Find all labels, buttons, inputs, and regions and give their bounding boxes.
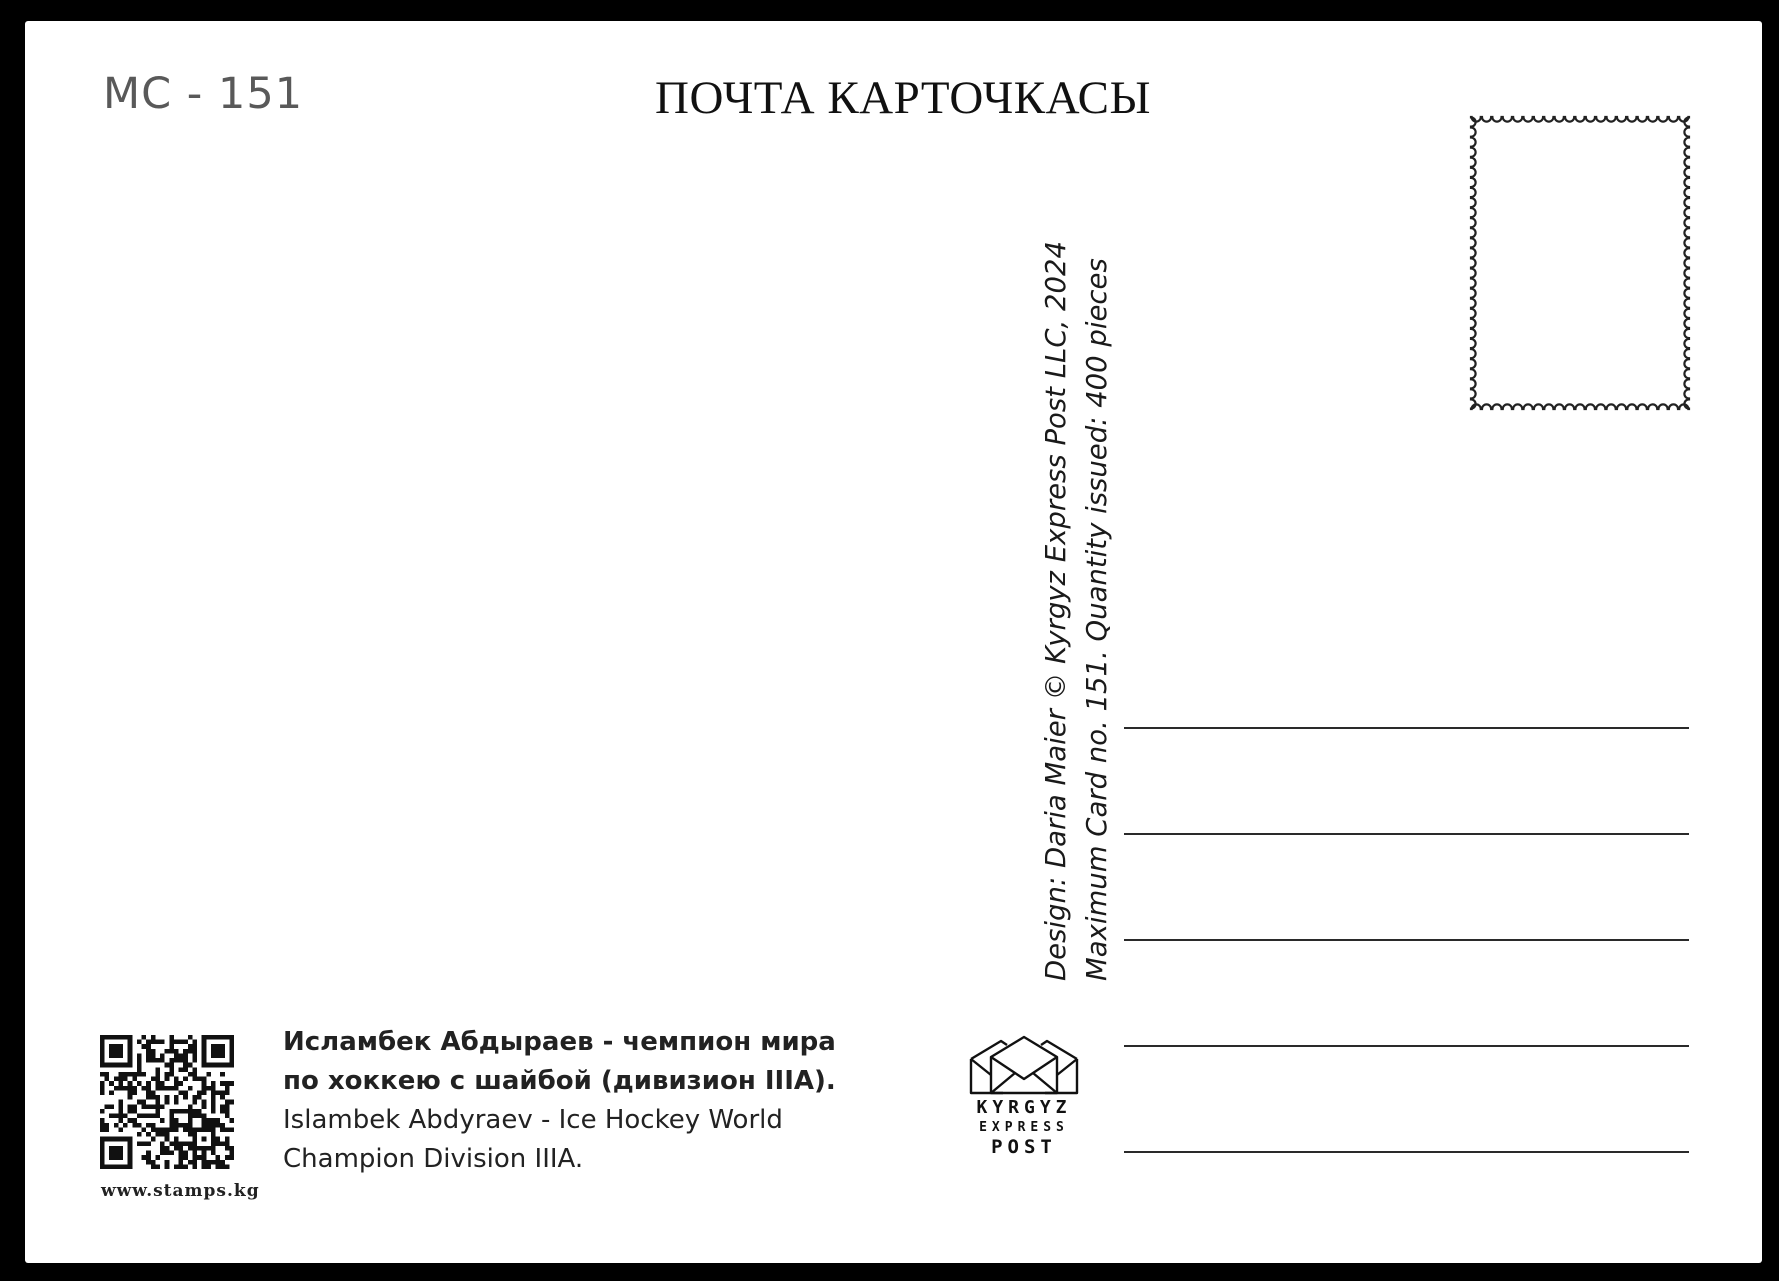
address-line (1124, 833, 1689, 835)
address-line (1124, 1151, 1689, 1153)
description-en-line2: Champion Division IIIA. (283, 1144, 584, 1174)
address-line (1124, 1045, 1689, 1047)
credits-text (1036, 240, 1118, 981)
logo-line-post: POST (991, 1135, 1057, 1158)
description-en-line1: Islambek Abdyraev - Ice Hockey World (283, 1105, 783, 1135)
address-line (1124, 939, 1689, 941)
card-description (283, 1023, 836, 1179)
card-title: ПОЧТА КАРТОЧКАСЫ (655, 72, 1152, 124)
stamp-placeholder-icon (1467, 113, 1693, 413)
logo-line-kyrgyz: KYRGYZ (976, 1097, 1072, 1118)
description-ru-line1: Исламбек Абдыраев - чемпион мира (283, 1027, 836, 1057)
postcard (25, 21, 1762, 1263)
logo-line-express: EXPRESS (979, 1119, 1069, 1135)
stamp-perforated-border (1471, 117, 1689, 409)
card-code: MC - 151 (103, 69, 304, 119)
credits-line-quantity: Maximum Card no. 151. Quantity issued: 400 pieces (1081, 258, 1113, 981)
kyrgyz-express-post-logo (965, 1035, 1083, 1160)
description-ru-line2: по хоккею с шайбой (дивизион IIIA). (283, 1066, 836, 1096)
envelope-logo-icon (967, 1035, 1081, 1097)
qr-code-icon (100, 1035, 234, 1169)
address-line (1124, 727, 1689, 729)
website-label: www.stamps.kg (101, 1181, 260, 1201)
credits-line-design: Design: Daria Maier © Kyrgyz Express Post LLC, 2024 (1040, 240, 1072, 981)
